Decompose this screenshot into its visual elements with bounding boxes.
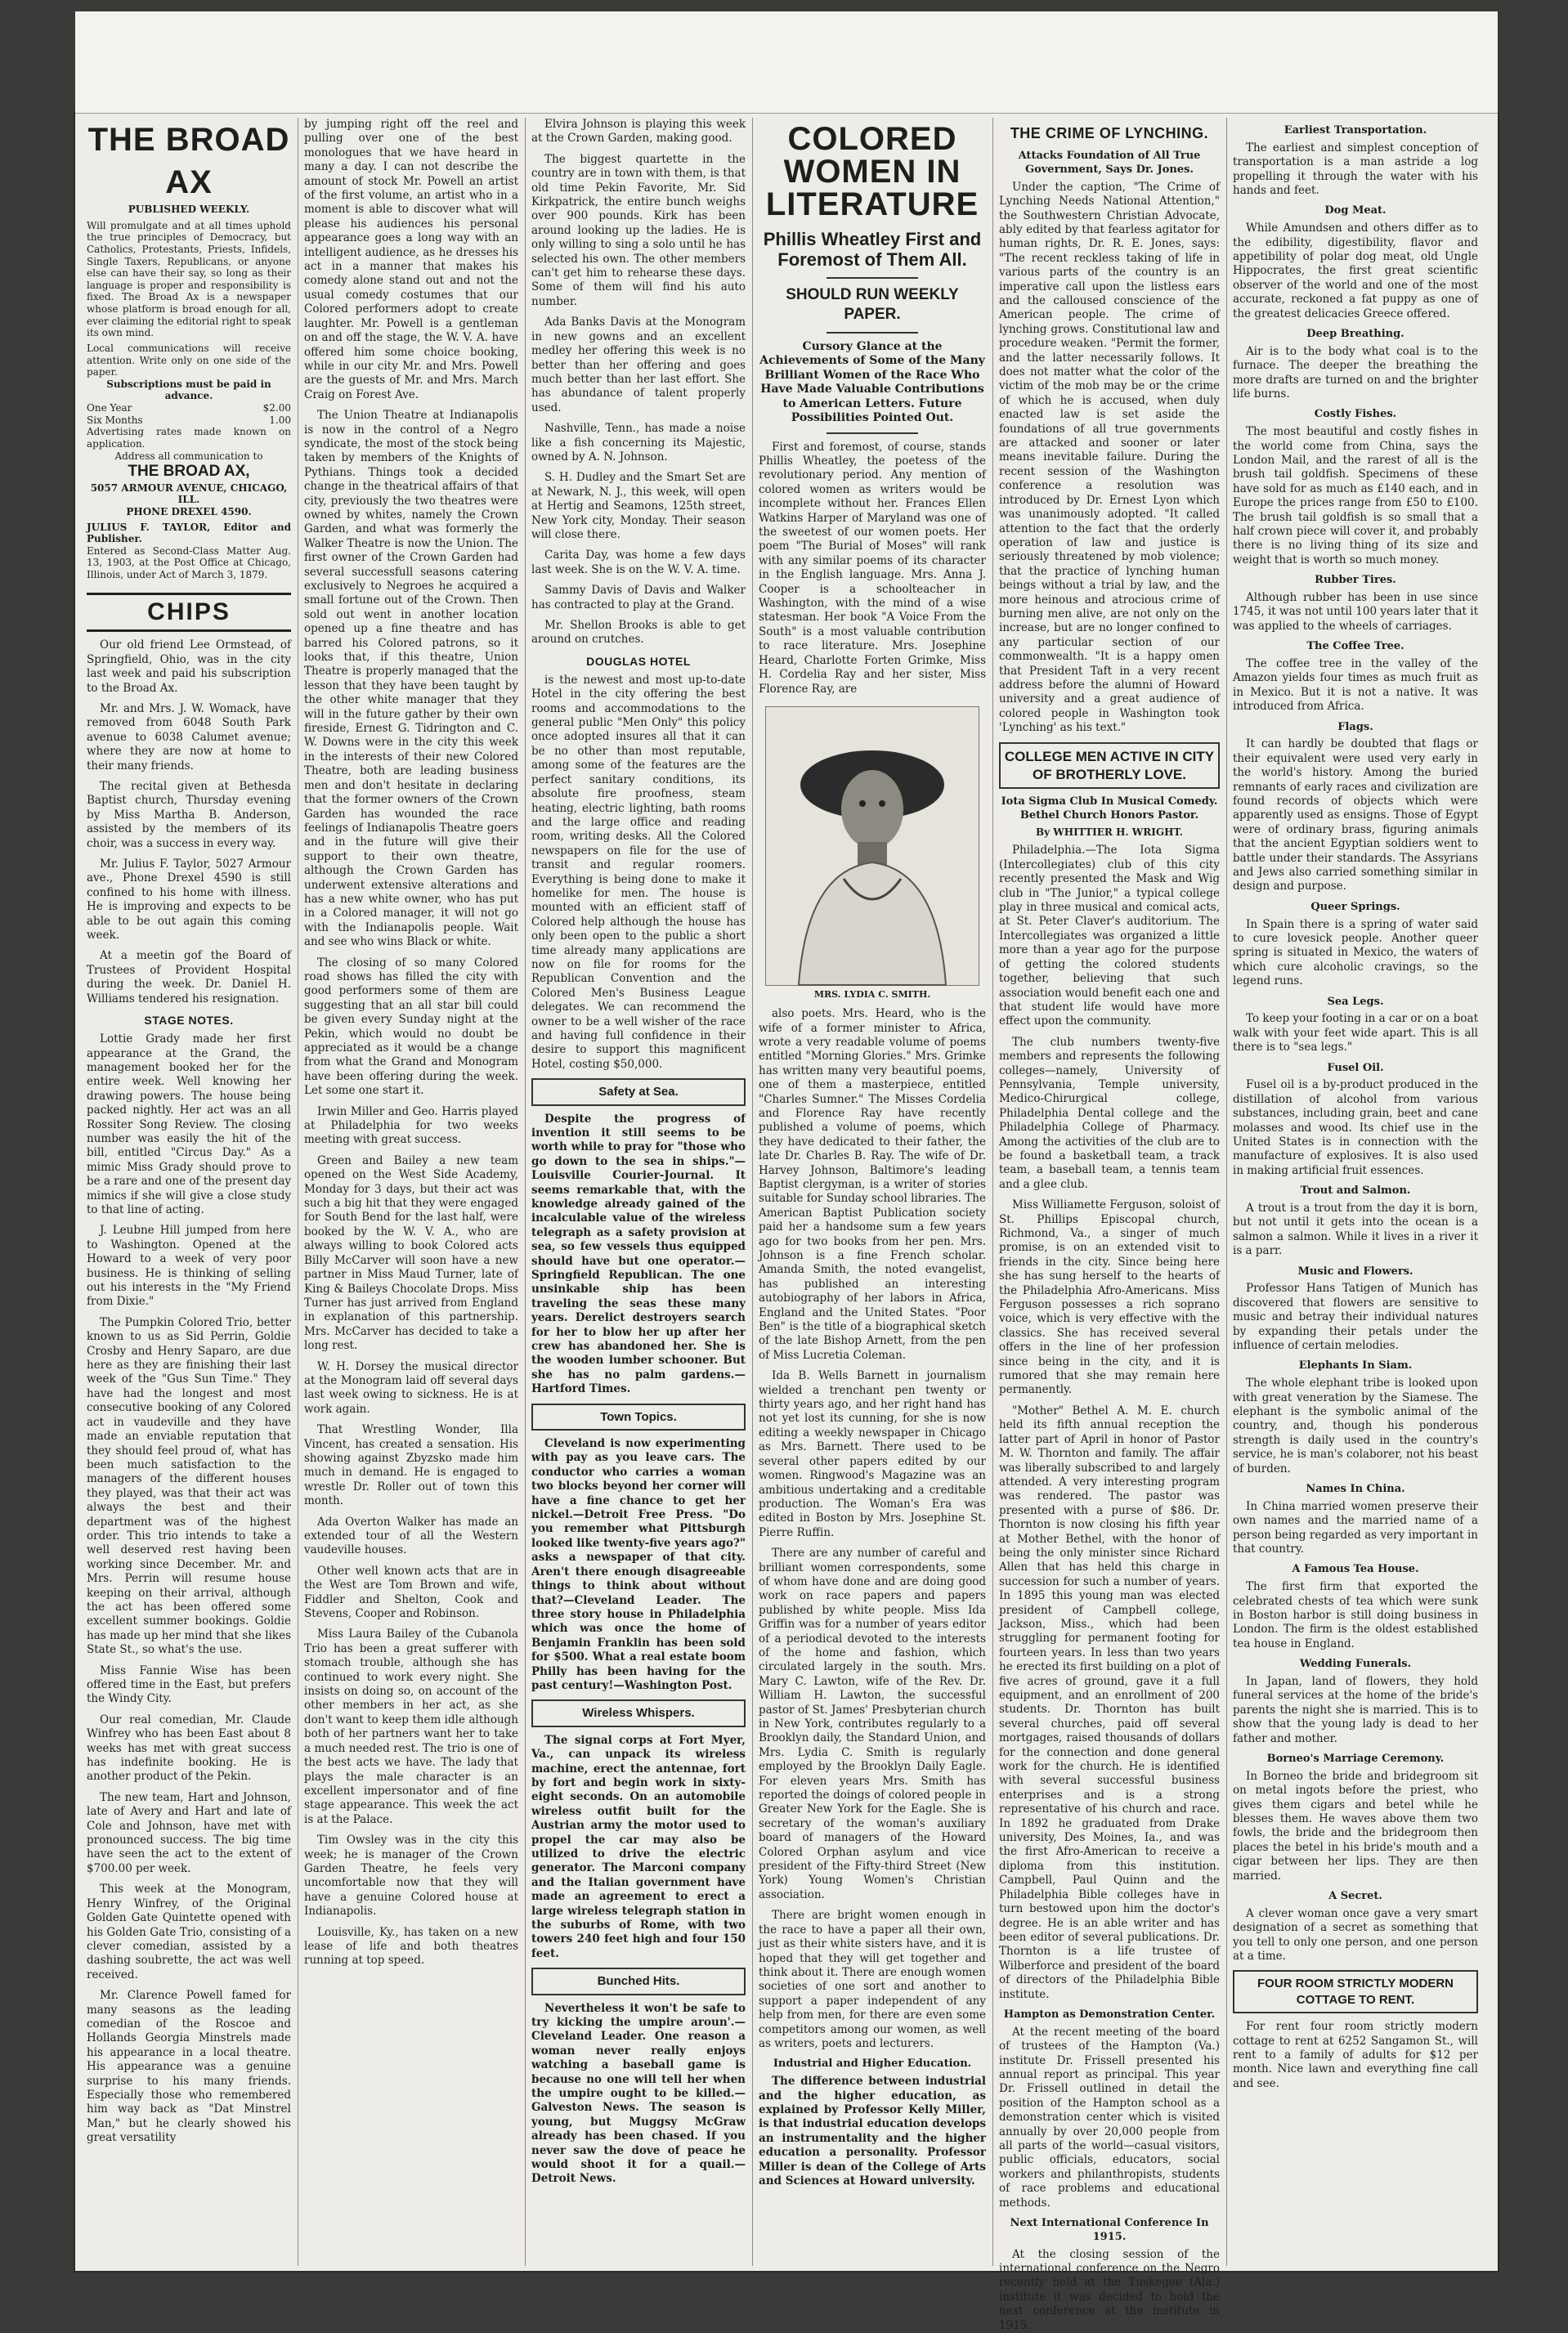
rate-row-six [87,414,291,427]
portrait-photo [765,706,979,986]
column-2 [304,118,518,2264]
short-item-text: The first firm that exported the celebrated chests of tea which were sunk in Boston harbor is still doing business in London. The firm is the oldest established tea house in England. [1233,1580,1478,1650]
chips-item: Mr. Julius F. Taylor, 5027 Armour ave., Phone Drexel 4590 is still confined to his home with illness. He is improving and expects to be able to be out again this coming week. [87,858,291,943]
masthead-editor: JULIUS F. TAYLOR, Editor and Publisher. [87,521,291,545]
headline-deck: SHOULD RUN WEEKLY PAPER. [786,285,959,324]
short-item-text: In China married women preserve their own names and the married name of a person being regarded as very important in that country. [1233,1499,1478,1556]
stage-notes-title: STAGE NOTES. [144,1014,234,1028]
stage-note: The biggest quartette in the country are in town with them, is that old time Pekin Favorite, Mr. Sid Kirkpatrick, the entire bunch weighs over 900 pounds. Kirk has been around looking up the ladies. He is only willing to sing a solo until he has selected his own. The other members can't get him to rehearse these days. Some of them will find his auto number. [531,152,746,308]
column-rule [1226,118,1227,2266]
column-3 [531,118,746,2264]
short-item-text: A trout is a trout from the day it is born, but not until it gets into the ocean is a salmon a salmon. While it lives in a river it is a parr. [1233,1201,1478,1258]
stage-note: This week at the Monogram, Henry Winfrey, of the Original Golden Gate Quintette opened with his Golden Gate Trio, consisting of a clever comedian, assisted by a dashing soubrette, the act was well received. [87,1883,291,1981]
chips-item: At a meetin gof the Board of Trustees of Provident Hospital during the week. Dr. Daniel H. Williams tendered his resignation. [87,949,291,1005]
masthead-subscriptions: Subscriptions must be paid in advance. [106,378,271,402]
masthead-communications: Local communications will receive attention. Write only on one side of the paper. [87,342,291,378]
short-item-text: The earliest and simplest conception of transportation is a man astride a log propelling it through the water with his hands and feet. [1233,141,1478,197]
stage-note: Elvira Johnson is playing this week at the Crown Garden, making good. [531,118,746,146]
rental-ad-title: FOUR ROOM STRICTLY MODERN COTTAGE TO RENT. [1233,1970,1478,2013]
masthead-address-intro: Address all communication to [114,450,263,462]
short-item-title: Flags. [1337,720,1373,733]
douglas-hotel-text: is the newest and most up-to-date Hotel in the city offering the best rooms and accommodations to the general public "Men Only" this policy once adopted insures all that it can be no other than most reputable, among some of the features are the perfect sanitary conditions, its absolute fire proofness, steam heating, electric lighting, bath rooms and the large office and reading room, writing desks. All the Colored newspapers on file for the use of transit and regular roomers. Everything is being done to make it homelike for men. The house is mounted with an efficient staff of Colored help although the house has only been open to the public a short time already many applications are now on file for rooms for the Republican Convention and the Colored Men's Business League delegates. We can recommend the owner to be a well wisher of the race and having full confidence in their desire to support this magnificent Hotel, costing $50,000. [531,673,746,1071]
article-paragraph: First and foremost, of course, stands Phillis Wheatley, the poetess of the revolutionary period. Any mention of colored women as writers would be incomplete without her. Frances Ellen Watkins Harper of Maryland was one of the sweetest of our women poets. Her poem "The Burial of Moses" will rank with any similar poems of its character in the English language. Mrs. Anna J. Cooper is a schoolteacher in Washington, with the mind of a wise statesman. Her book "A Voice From the South" is a most valuable contribution to race literature. Mrs. Josephine Heard, Charlotte Forten Grimke, Miss H. Cordelia Ray and her sister, Miss Florence Ray, are [759,440,986,696]
hampton-text: At the recent meeting of the board of trustees of the Hampton (Va.) institute Dr. Frissell presented his annual report as principal. This year Dr. Frissell outlined in detail the position of the Hampton school as a demonstration center which is visited annually by over 20,000 people from all parts of the world—casual visitors, public officials, educators, social workers and philanthropists, students of race problems and educational methods. [999,2025,1220,2210]
short-item-title: Elephants In Siam. [1298,1359,1413,1372]
stage-note: Miss Laura Bailey of the Cubanola Trio has been a great sufferer with stomach trouble, although she has continued to work every night. She insists on doing so, on account of the other members in her act, as she don't want to keep them idle although both of her partners want her to take a much needed rest. The trio is one of the best acts we have. The lady that plays the male character is an excellent impersonator and of fine stage appearance. This week the act is at the Palace. [304,1628,518,1826]
stage-note: S. H. Dudley and the Smart Set are at Newark, N. J., this week, will open at Hertig and Seamons, 125th street, New York city, Monday. Their season will close there. [531,471,746,541]
stage-note: Other well known acts that are in the West are Tom Brown and wife, Fiddler and Shelton, Cook and Stevens, Cooper and Robinson. [304,1564,518,1621]
stage-note: The Pumpkin Colored Trio, better known to us as Sid Perrin, Goldie Crosby and Henry Saparo, are due here as they are finishing their last week of the "Gus Sun Time." They have had the longest and most consecutive booking of any Colored act in vaudeville and they have made an enviable reputation that they should feel proud of, what has been much satisfaction to the managers of the different houses they played, was that their act was always the best and their department was of the highest order. This trio intends to take a well deserved rest having been working since December. Mr. and Mrs. Perrin will resume house keeping on their arrival, although the act has been offered some excellent summer bookings. Goldie has made up her mind that she likes State St., so what's the use. [87,1315,291,1657]
short-item-text: Professor Hans Tatigen of Munich has discovered that flowers are sensitive to music and betray their individual natures by expanding their petals under the influence of certain melodies. [1233,1282,1478,1352]
short-item-title: Costly Fishes. [1314,408,1397,421]
rate-year-label: One Year [87,402,132,414]
stage-note: That Wrestling Wonder, Illa Vincent, has created a sensation. His showing against Zbyzsko made him much in demand. He is engaged to wrestle Dr. Roller out of town this month. [304,1423,518,1508]
short-item-text: In Borneo the bride and bridegroom sit on metal ingots before the priest, who gives them cigars and betel while he blesses them. He waves above them two fowls, the bride and the bridegroom then places the betel in his bride's mouth and a cigar between her lips. They are then married. [1233,1769,1478,1883]
short-item-title: Music and Flowers. [1297,1265,1413,1278]
article-paragraph: also poets. Mrs. Heard, who is the wife of a former minister to Africa, wrote a very readable volume of poems entitled "Morning Glories." Mrs. Grimke has written many very beautiful poems, one of them a masterpiece, entitled "Charles Sumner." The Misses Cordelia and Florence Ray have recently published a volume of poems, which they have dedicated to their father, the late Dr. Charles B. Ray. The wife of Dr. Harvey Johnson, Baltimore's leading Baptist clergyman, is a writer of stories suitable for Sunday school libraries. The American Baptist Publication society paid her a handsome sum a few years ago for two books from her pen. Mrs. Johnson is a fine French scholar. Amanda Smith, the noted evangelist, has published an interesting autobiography of her labors in Africa, England and the United States. "Poor Ben" is the title of a biographical sketch of the late Bishop Arnett, from the pen of Miss Lucretia Coleman. [759,1007,986,1362]
short-item-title: Earliest Transportation. [1284,124,1427,137]
masthead-address-street: 5057 ARMOUR AVENUE, CHICAGO, ILL. [90,481,288,506]
divider [827,332,917,334]
lynching-title: THE CRIME OF LYNCHING. [1010,125,1209,141]
short-item-title: Borneo's Marriage Ceremony. [1266,1753,1445,1765]
rate-six-label: Six Months [87,414,143,426]
masthead-address-name: THE BROAD AX, [128,463,250,481]
article-paragraph: "Mother" Bethel A. M. E. church held its fifth annual reception the latter part of April in honor of Pastor M. W. Thornton and family. The affair was liberally subscribed to and largely attended. A very interesting program was rendered. The pastor was presented with a purse of $86. Dr. Thornton is now closing his fifth year at Mother Bethel, with the honor of being the only minister since Richard Allen that has held this charge in succession for such a number of years. In 1895 this young man was elected president of Campbell college, Jackson, Miss., which had been struggling for permanent footing for fourteen years. In less than two years he erected its first building on a plot of five acres of ground, gave it a full equipment, and an enrollment of 200 students. Dr. Thornton has built several churches, paid off several mortgages, raised thousands of dollars for the connection and done general work for the church. He is identified with several successful business enterprises and is a strong representative of his church and race. In 1892 he graduated from Drake university, Des Moines, Ia., and was the first Afro-American to receive a diploma from this institution. Campbell, Paul Quinn and the Philadelphia Bible colleges have in turn bestowed upon him the doctor's degree. He is an able writer and has been editor of several publications. Dr. Thornton is a life trustee of Wilberforce and president of the board of directors of the Philadelphia Bible institute. [999,1404,1220,2001]
rate-six-value: 1.00 [269,414,291,426]
newspaper-page [75,113,1498,2332]
headline-summary: Cursory Glance at the Achievements of Some of the Many Brilliant Women of the Race Who Have Made Valuable Contributions to American Letters. Future Possibilities Pointed Out. [759,339,985,425]
hampton-title: Hampton as Demonstration Center. [1003,2008,1216,2021]
short-item-title: Dog Meat. [1324,204,1387,217]
college-men-deck: Iota Sigma Club In Musical Comedy. Bethel Church Honors Pastor. [1001,795,1218,822]
stage-note: Ada Overton Walker has made an extended tour of all the Western vaudeville houses. [304,1515,518,1557]
article-paragraph: Miss Williamette Ferguson, soloist of St. Phillips Episcopal church, Richmond, Va., a singer of much promise, is on an extended visit to friends in the city. Since being here she has sung herself to the hearts of the Philadelphia Afro-Americans. Miss Ferguson possesses a rich soprano voice, which is very effective with the classics. She has received several offers in the line of her profession since being in the city, and it is rumored that she may remain here permanently. [999,1198,1220,1397]
short-item-text: The whole elephant tribe is looked upon with great veneration by the Siamese. The elephant is the symbolic animal of the country, and, though his ponderous strength is daily used in the country's service, he is man's colaborer, not his beast of burden. [1233,1377,1478,1475]
short-item-title: Names In China. [1306,1483,1405,1496]
next-conference-text: At the closing session of the international conference on the Negro recently held at the Tuskegee (Ala.) institute it was decided to hold the next conference at the institute in 1915. [999,2247,1220,2332]
short-item-text: A clever woman once gave a very smart designation of a secret as something that you tell to only one person, and one person at a time. [1233,1906,1478,1963]
lynching-text: Under the caption, "The Crime of Lynching Needs National Attention," the Southwestern Christian Advocate, ably edited by that fearless agitator for human rights, Dr. R. E. Jones, says: "The recent reckless taking of life in various parts of the country is an imperative call upon the listless ears and the calloused conscience of the American people. The crime of lynching grows. Constitutional law and procedure weaken. "Permit the former, and the latter necessarily follows. It does not matter what the color of the victim of the mob may be or the crime of which he is accused, when duly enacted law is set aside the foundations of all true governments are attacked and sooner or later means inevitable failure. During the recent session of the Washington conference a resolution was introduced by Dr. Ernest Lyon which was unanimously adopted. "It called attention to the fact that the orderly operation of law and justice is seriously threatened by mob violence; that the practice of lynching human beings without a trial by law, and the more heinous and atrocious crime of burning men alive, are not only on the increase, but are no longer confined to any particular section of our commonwealth. "It is a happy omen that President Taft in a very recent address before the alumni of Howard university and a great audience of colored people in Washington took 'Lynching' as his text." [999,180,1220,735]
douglas-hotel-title: DOUGLAS HOTEL [586,654,691,668]
column-rule [525,118,526,2266]
masthead-entered: Entered as Second-Class Matter Aug. 13, 1903, at the Post Office at Chicago, Illinois, under Act of March 3, 1879. [87,544,291,581]
short-item-text: While Amundsen and others differ as to the edibility, digestibility, flavor and appetibility of polar dog meat, old Ungle Hippocrates, the first great scientific observer of the world and one of the most accurate, reckoned a fat puppy as one of the greatest delicacies Greece offered. [1233,222,1478,320]
masthead-title: THE BROAD AX [87,122,290,200]
headline-deck: Phillis Wheatley First and Foremost of Them All. [763,229,982,271]
stage-note: Irwin Miller and Geo. Harris played at Philadelphia for two weeks meeting with great success. [304,1104,518,1147]
chips-item: Our old friend Lee Ormstead, of Springfield, Ohio, was in the city last week and paid his subscription to the Broad Ax. [87,638,291,695]
masthead-phone: PHONE DREXEL 4590. [126,505,252,517]
short-item-text: In Spain there is a spring of water said to cure lovesick people. Another queer spring is situated in Mexico, the waters of which cure alcoholic cravings, so the legend runs. [1233,917,1478,988]
short-item-title: Wedding Funerals. [1299,1658,1412,1671]
short-item-text: Fusel oil is a by-product produced in the distillation of alcohol from various substances, including grain, beet and cane molasses and wood. Its chief use in the United States is in connection with the manufacture of explosives. It is also used in making artificial fruit essences. [1233,1078,1478,1177]
short-item-title: Deep Breathing. [1306,328,1404,340]
article-paragraph: Philadelphia.—The Iota Sigma (Intercollegiates) club of this city recently presented the Mask and Wig club in "The Junior," a typical college play in three musical and comical acts, at St. Peter Claver's auditorium. The Intercollegiates was organized a little more than a year ago for the purpose of getting the colored students together, believing that such association would benefit each one and that student life would have more effect upon the community. [999,844,1220,1028]
rate-year-value: $2.00 [262,402,291,414]
short-item-title: Sea Legs. [1327,995,1384,1008]
industrial-education-text: The difference between industrial and the higher education, as explained by Professor Kelly Miller, is that industrial education develops an instrumentality and the higher education a personality. Professor Miller is dean of the College of Arts and Sciences at Howard university. [759,2075,986,2187]
short-item-title: The Coffee Tree. [1306,640,1404,653]
divider [827,432,917,434]
stage-note: Mr. Clarence Powell famed for many seasons as the leading comedian of the Roscoe and Hollands Georgia Minstrels made his appearance in a local theatre. His appearance was a genuine surprise to his many friends. Especially those who remembered him way back as "Dat Minstrel Man," but he clearly showed his great versatility [87,1989,291,2145]
short-item-text: The most beautiful and costly fishes in the world come from China, says the London Mail, and the rarest of all is the brush tail goldfish. Specimens of these have sold for as much as £140 each, and in Europe the prices range from £50 to £100. The brush tail goldfish is so small that a half crown piece will cover it, and probably there is no living thing of its size and weight that is worth so much money. [1233,425,1478,566]
short-item-title: Rubber Tires. [1315,574,1396,587]
column-rule [752,118,753,2266]
short-item-text: The coffee tree in the valley of the Amazon yields four times as much fruit as in Mexico. But it is not a native. It was introduced from Africa. [1233,656,1478,714]
stage-note: The closing of so many Colored road shows has filled the city with good performers some of them are suggesting that an all star bill could be given every Sunday night at the Pekin, which would no doubt be appreciated as it would be a change from what the Grand and Monogram have been offering during the week. Let some one start it. [304,956,518,1098]
main-headline: COLORED WOMEN IN LITERATURE [765,121,979,222]
stage-note: The new team, Hart and Johnson, late of Avery and Hart and late of Cole and Johnson, have met with pronounced success. The big time have seen the act to the extent of $700.00 per week. [87,1790,291,1875]
stage-note: Ada Banks Davis at the Monogram in new gowns and an excellent medley her offering this week is no better than her offering and goes much better than her last effort. She has abundance of talent properly used. [531,316,746,414]
bunched-hits-text: Nevertheless it won't be safe to try kicking the umpire aroun'.—Cleveland Leader. One reason a woman never really enjoys watching a baseball game is because no one will tell her when the umpire ought to be killed.—Galveston News. The season is young, but Muggsy McGraw already has been chased. If you never saw the dove of peace he would shoot it for a quail.—Detroit News. [531,2001,746,2186]
masthead-policy: Will promulgate and at all times uphold the true principles of Democracy, but Catholics, Protestants, Priests, Infidels, Single Taxers, Republicans, or anyone else can have their say, so long as their language is proper and responsibility is fixed. The Broad Ax is a newspaper whose platform is broad enough for all, ever claiming the editorial right to speak its own mind. [87,219,291,339]
column-1 [87,118,291,2264]
short-item-title: Trout and Salmon. [1300,1184,1411,1198]
stage-note: Nashville, Tenn., has made a noise like a fish concerning its Majestic, owned by A. N. Johnson. [531,422,746,463]
industrial-education-title: Industrial and Higher Education. [773,2058,972,2071]
wireless-whispers-text: The signal corps at Fort Myer, Va., can unpack its wireless machine, erect the antennae, fort by fort and begin work in sixty-eight seconds. On an automobile wireless outfit built for the Austrian army the motor used to propel the car may also be utilized to drive the electric generator. The Marconi company and the Italian government have made an agreement to erect a large wireless telegraph station in the suburbs of Rome, with two towers 240 feet high and four 150 feet. [531,1733,746,1960]
town-topics-title: Town Topics. [531,1404,746,1431]
rate-row-year [87,402,291,414]
lynching-deck: Attacks Foundation of All True Government, Says Dr. Jones. [1018,150,1201,176]
stage-note: W. H. Dorsey the musical director at the Monogram laid off several days last week owing to sickness. He is at work again. [304,1359,518,1416]
chips-item: Mr. and Mrs. J. W. Womack, have removed from 6048 South Park avenue to 6038 Calumet avenue; where they are now at home to their many friends. [87,701,291,772]
stage-note: Mr. Shellon Brooks is able to get around on crutches. [531,619,746,647]
article-paragraph: Ida B. Wells Barnett in journalism wielded a trenchant pen twenty or thirty years ago, and her right hand has not yet lost its cunning, for she is now editing a weekly newspaper in Chicago as Mrs. Barnett. There used to be several other papers edited by our women. Ringwood's Magazine was an ambitious undertaking and a creditable production. The Woman's Era was edited in Boston by Mrs. Josephine St. Pierre Ruffin. [759,1369,986,1539]
town-topics-text: Cleveland is now experimenting with pay as you leave cars. The conductor who carries a woman two blocks beyond her corner will have a fine chance to get her nickel.—Detroit Free Press. "Do you remember what Pittsburgh looked like twenty-five years ago?" asks a newspaper of that city. Aren't there enough disagreeable things to think about without that?—Cleveland Leader. The three story house in Philadelphia which was once the home of Benjamin Franklin has been sold for $500. What a real estate boom Philly has been having for the past century!—Washington Post. [531,1437,746,1692]
short-item-text: To keep your footing in a car or on a boat walk with your feet wide apart. This is all there is to "sea legs." [1233,1012,1478,1055]
stage-note: Carita Day, was home a few days last week. She is on the W. V. A. time. [531,549,746,576]
short-item-text: It can hardly be doubted that flags or their equivalent were used very early in the world's history. Among the buried remnants of early races and civilization are found records of objects which were apparently used as ensigns. Those of Egypt were of ordinary brass, figuring animals that the ancient Egyptian soldiers went to battle under their standards. The Assyrians and Jews also carried something similar in design and purpose. [1233,737,1478,893]
bunched-hits-title: Bunched Hits. [531,1968,746,1995]
wireless-whispers-title: Wireless Whispers. [531,1699,746,1726]
article-paragraph: The club numbers twenty-five members and represents the following colleges—namely, University of Pennsylvania, Temple university, Medico-Chirurgical college, Philadelphia Dental college and the Philadelphia College of Pharmacy. Among the activities of the club are to be found a basketball team, a track team, a baseball team, a tennis team and a glee club. [999,1035,1220,1191]
page-top-margin [75,11,1498,114]
chips-item: The recital given at Bethesda Baptist church, Thursday evening by Miss Martha B. Anderson, assisted by the members of its choir, was a success in every way. [87,780,291,850]
column-6 [1233,118,1478,2264]
stage-note: The Union Theatre at Indianapolis is now in the control of a Negro syndicate, the most of the stock being taken by members of the Knights of Pythians. Things took a decided change in the theatrical affairs of that city, previously the two theatres were owned by whites, namely the Crown Garden, and what was formerly the Walker Theatre is now the Union. The first owner of the Crown Garden had several successfull seasons catering exclusively to Negroes he acquired a small fortune out of the Crown. Then sold out went in another location opened up a fine theatre and has barred his Colored patrons, so it looks that, if this theatre, Union Theatre is properly managed that the lesson that they have been taught by the other white manager that they will in the future gather by their own fireside, Ernest G. Tidrington and C. W. Downs were in the city this week in the interests of their new Colored Theatre, both are leading business men and don't hesitate in declaring that the former owners of the Crown Garden has wounded the race feelings of Indianapolis Theatre goers and in the future will give their support to their own theatre, although the Crown Garden has underwent extensive alterations and has a new white owner, who has put in a Colored manager, it will not go with the Indianapolis people. Wait and see who wins Black or white. [304,409,518,949]
portrait-caption: MRS. LYDIA C. SMITH. [813,988,931,1000]
article-paragraph: There are any number of careful and brilliant women correspondents, some of whom have done and are doing good work on race papers and papers published by white people. Miss Ida Griffin was for a number of years editor of a periodical devoted to the interests of the home and fashion, which circulated largely in the south. Mrs. Mary C. Lawton, wife of the Rev. Dr. William H. Lawton, the successful pastor of St. James' Presbyterian church in New York, contributes regularly to a Brooklyn daily, the Standard Union, and Mrs. Lydia C. Smith is regularly employed by the Brooklyn Daily Eagle. For eleven years Mrs. Smith has reported the doings of colored people in Greater New York for the Eagle. She is secretary of the woman's auxiliary board of managers of the Howard Colored Orphan asylum and vice president of the Fifty-third Street (New York) Young Women's Christian association. [759,1547,986,1901]
stage-note: Louisville, Ky., has taken on a new lease of life and both theatres running at top speed. [304,1925,518,1968]
column-4 [759,118,986,2264]
divider [827,277,917,279]
masthead-published: PUBLISHED WEEKLY. [128,204,250,216]
stage-note: J. Leubne Hill jumped from here to Washington. Opened at the Howard to a week of very poor business. He is thinking of selling out his interests in the "My Friend from Dixie." [87,1224,291,1309]
column-rule [992,118,993,2266]
short-item-title: A Famous Tea House. [1292,1563,1419,1576]
short-item-text: Air is to the body what coal is to the furnace. The deeper the breathing the more drafts are turned on and the brighter life burns. [1233,344,1478,401]
rental-ad-text: For rent four room strictly modern cottage to rent at 6252 Sangamon St., will rent to a family of adults for $12 per month. Nice lawn and everything fine call and see. [1233,2020,1478,2090]
stage-note: Tim Owsley was in the city this week; he is manager of the Crown Garden Theatre, he feels very uncomfortable now that they will have a genuine Colored house at Indianapolis. [304,1834,518,1919]
safety-at-sea-title: Safety at Sea. [531,1078,746,1105]
masthead-advertising: Advertising rates made known on application. [87,426,291,450]
portrait-illustration [766,707,979,985]
college-men-title: COLLEGE MEN ACTIVE IN CITY OF BROTHERLY LOVE. [999,742,1220,790]
column-5 [999,118,1220,2332]
byline: By WHITTIER H. WRIGHT. [1036,826,1183,838]
short-item-title: Fusel Oil. [1327,1061,1384,1074]
stage-note: Green and Bailey a new team opened on the West Side Academy, Monday for 3 days, but their act was such a big hit that they were engaged for South Bend for the last half, were booked by the W. V. A., who are always willing to book Colored acts Billy McCarver will soon have a new partner in Miss Maud Turner, late of King & Baileys Chocolate Drops. Miss Turner has just arrived from England in explanation of this partnership. Mrs. McCarver has decided to take a long rest. [304,1153,518,1353]
short-item-text: In Japan, land of flowers, they hold funeral services at the home of the bride's parents the night she is married. This is to show that the young lady is dead to her father and mother. [1233,1674,1478,1745]
next-conference-title: Next International Conference In 1915. [1010,2216,1209,2243]
safety-at-sea-text: Despite the progress of invention it still seems to be worth while to pray for "those who go down to the sea in ships."—Louisville Courier-Journal. It seems remarkable that, with the knowledge already gained of the incalculable value of the wireless telegraph as a safety provision at sea, so few vessels thus equipped should have but one operator.—Springfield Republican. The one unsinkable ship has been traveling the seas these many years. Derelict destroyers search for her to blow her up after her crew has abandoned her. She is the wooden lumber schooner. But she has no palm gardens.—Hartford Times. [531,1112,746,1396]
stage-note: Lottie Grady made her first appearance at the Grand, the management booked her for the entire week. Well knowing her drawing powers. The house being packed nightly. Her act was an all Rossiter Song Review. The closing number was easily the hit of the bill, entitled "Circus Day." As a mimic Miss Grady should prove to be a rare and one of the present day mimics if she will give a close study to that line of acting. [87,1032,291,1217]
short-item-title: Queer Springs. [1310,900,1400,913]
short-item-title: A Secret. [1328,1890,1382,1903]
chips-title: CHIPS [87,593,291,633]
stage-note-continued: by jumping right off the reel and pulling over one of the best monologues that we have heard in many a day. I can not describe the amount of stock Mr. Powell an artist of the first volume, an artist who in a moment is able to discover what will please his audiences his personal appearance goes a long way with an intelligent audience, as he dresses his act in a manner that makes his comedy alone stand out and not the usual comedy costumes that our Colored performers adopt to create laughter. Mr. Powell is a gentleman on and off the stage, the W. V. A. have offered him some choice booking, while in our city Mr. and Mrs. Powell are the guests of Mr. and Mrs. March Craig on Forest Ave. [304,118,518,401]
stage-note: Miss Fannie Wise has been offered time in the East, but prefers the Windy City. [87,1664,291,1706]
stage-note: Sammy Davis of Davis and Walker has contracted to play at the Grand. [531,584,746,611]
short-item-text: Although rubber has been in use since 1745, it was not until 100 years later that it was applied to the wheels of carriages. [1233,590,1478,633]
stage-note: Our real comedian, Mr. Claude Winfrey who has been East about 8 weeks has met with great success has indefinite booking. He is another product of the Pekin. [87,1713,291,1784]
article-paragraph: There are bright women enough in the race to have a paper all their own, just as their white sisters have, and it is hoped that they will get together and think about it. There are enough women societies of one sort and another to support a paper independent of any help from men, for there are even some competitors among our women, as well as writers, poets and lecturers. [759,1909,986,2050]
